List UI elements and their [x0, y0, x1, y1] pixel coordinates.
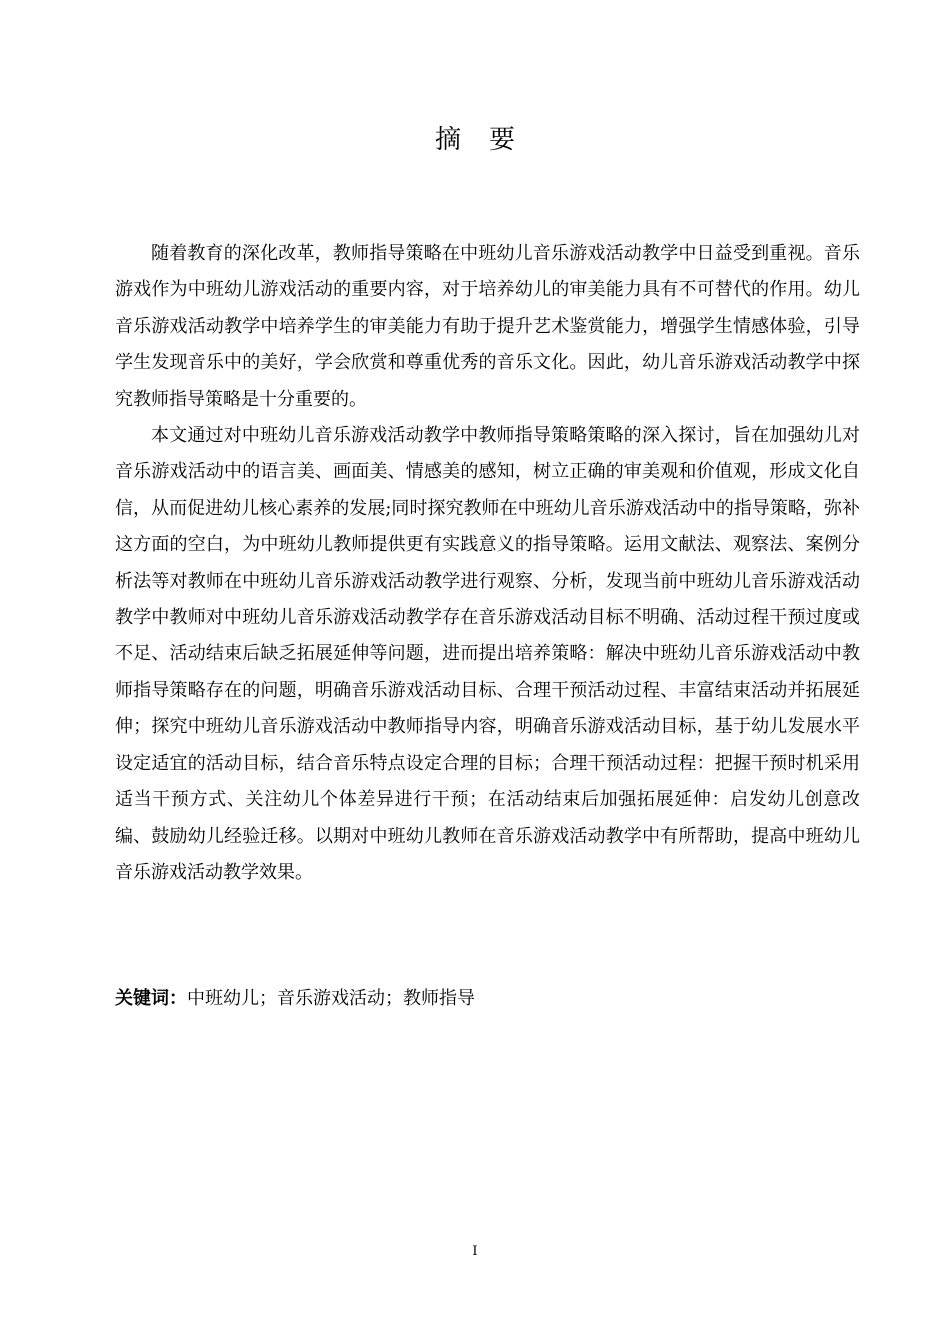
abstract-title: 摘要: [434, 125, 543, 155]
keywords-line: [115, 984, 860, 1014]
keywords-value: 中班幼儿；音乐游戏活动；教师指导: [187, 988, 475, 1009]
abstract-paragraph-2: 本文通过对中班幼儿音乐游戏活动教学中教师指导策略策略的深入探讨，旨在加强幼儿对音乐游戏活动中的语言美、画面美、情感美的感知，树立正确的审美观和价值观，形成文化自信，从而促进幼儿核心素养的发展;同时探究教师在中班幼儿音乐游戏活动中的指导策略，弥补这方面的空白，为中班幼儿教师提供更有实践意义的指导策略。运用文献法、观察法、案例分析法等对教师在中班幼儿音乐游戏活动教学进行观察、分析，发现当前中班幼儿音乐游戏活动教学中教师对中班幼儿音乐游戏活动教学存在音乐游戏活动目标不明确、活动过程干预过度或不足、活动结束后缺乏拓展延伸等问题，进而提出培养策略：解决中班幼儿音乐游戏活动中教师指导策略存在的问题，明确音乐游戏活动目标、合理干预活动过程、丰富结束活动并拓展延伸；探究中班幼儿音乐游戏活动中教师指导内容，明确音乐游戏活动目标，基于幼儿发展水平设定适宜的活动目标，结合音乐特点设定合理的目标；合理干预活动过程：把握干预时机采用适当干预方式、关注幼儿个体差异进行干预；在活动结束后加强拓展延伸：启发幼儿创意改编、鼓励幼儿经验迁移。以期对中班幼儿教师在音乐游戏活动教学中有所帮助，提高中班幼儿音乐游戏活动教学效果。: [115, 425, 860, 883]
abstract-body: [115, 236, 860, 891]
page-number: I: [472, 1244, 478, 1259]
keywords-label: 关键词：: [115, 988, 187, 1009]
abstract-paragraph-1: 随着教育的深化改革，教师指导策略在中班幼儿音乐游戏活动教学中日益受到重视。音乐游戏作为中班幼儿游戏活动的重要内容，对于培养幼儿的审美能力具有不可替代的作用。幼儿音乐游戏活动教学中培养学生的审美能力有助于提升艺术鉴赏能力，增强学生情感体验，引导学生发现音乐中的美好，学会欣赏和尊重优秀的音乐文化。因此，幼儿音乐游戏活动教学中探究教师指导策略是十分重要的。: [115, 243, 860, 410]
